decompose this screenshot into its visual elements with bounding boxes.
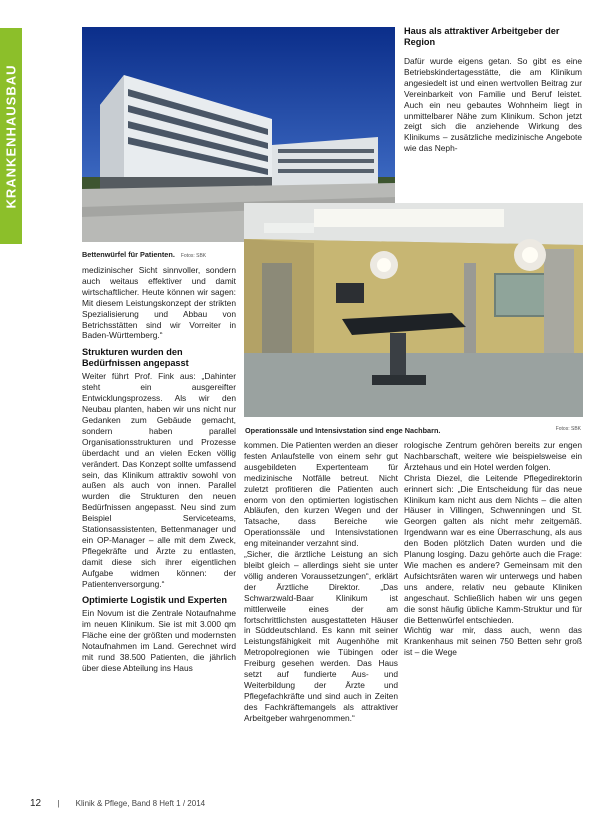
page-number: 12 [30, 798, 42, 809]
footer-divider: | [57, 799, 60, 808]
caption-text: Bettenwürfel für Patienten. [82, 250, 175, 259]
section-heading: Optimierte Logistik und Experten [82, 595, 227, 606]
operating-room-photo [244, 203, 583, 417]
page-footer [30, 798, 205, 809]
column-1 [82, 265, 236, 674]
paragraph: medizinischer Sicht sinnvoller, sondern auch weitaus effektiver und damit wirtschaftlicher. Heute können wir sagen: Mit diesem Leistungskonzept der strikten Spezialisierung und Abbau von Betrichsstätten sind wir Vorreiter in Baden-Württemberg.“ [82, 265, 236, 341]
section-sidebar [0, 28, 22, 244]
photo-credit: Fotos: SBK [555, 426, 581, 432]
paragraph: Weiter führt Prof. Fink aus: „Dahinter steht ein ausgereifter Entwicklungsprozess. Als wir den Neubau planten, haben wir uns nicht nur Gedanken zum Gebäude gemacht, sondern haben parallel Organisationsstrukturen und Prozesse überdacht und an vielen Ecken völlig verändert. Das Konzept sollte umfassend sein, das Klinikum attraktiv sowohl von außen als auch von innen. Parallel wurden die Strukturen den neuen Bedürfnissen angepasst. Neu sind zum Beispiel Serviceteams, Stationsassistenten, Bettenmanager und ein OP-Manager – alle mit dem Zweck, Pflegekräfte und Ärzte zu entlasten, damit diese sich ihrer eigentlichen Aufgabe widmen können: der Patientenversorgung.“ [82, 371, 236, 589]
paragraph: Dafür wurde eigens getan. So gibt es eine Betriebskindertagesstätte, die am Klinikum angesiedelt ist und einen wertvollen Beitrag zur Vereinbarkeit von Familie und Beruf leistet. Auch ein neu gebautes Wohnheim liegt in unmittelbarer Nähe zum Klinikum. Schon jetzt zeigt sich die anziehende Wirkung des Klinikums – zusätzliche medizinische Angebote wie das Neph- [404, 56, 582, 154]
paragraph: rologische Zentrum gehören bereits zur engen Nachbarschaft, weitere wie beispielsweise ein Ärztehaus und ein Hotel werden folgen. [404, 440, 582, 472]
paragraph: Christa Diezel, die Leitende Pflegedirektorin erinnert sich: „Die Entscheidung für das neue Klinikum kam nicht aus dem Nichts – die alten Häuser in Villingen, Schwenningen und St. Georgen galten als nicht mehr zeitgemäß. Irgendwann war es eine Überraschung, als aus den Boden plötzlich Daten wurden und die Planung losging. Dazu gehörte auch die Frage: Wie machen es andere? Gemeinsam mit den Aufsichtsräten waren wir unterwegs und haben uns andere, relativ neu gebaute Kliniken angeschaut. Schließlich haben wir uns gegen die sonst häufig übliche Kamm-Struktur und für die Bettenwürfel entschieden. [404, 472, 582, 625]
paragraph: „Sicher, die ärztliche Leistung an sich bleibt gleich – allerdings sieht sie unter völlig anderen Voraussetzungen“, erklärt der Ärztliche Direktor. „Das Schwarzwald-Baar Klinikum ist mittlerweile eines der am fortschrittlichsten ausgestatteten Häuser in Süddeutschland. Es kann mit seiner Leistungsfähigkeit mit Augenhöhe mit Metropolregionen wie Tübingen oder Freiburg gesehen werden. Das Haus setzt auf fundierte Aus- und Weiterbildung der Ärzte und Pflegefachkräfte und sind auch in Zeiten des Fachkräftemangels als attraktiver Arbeitgeber wahrgenommen.“ [244, 549, 398, 723]
paragraph: kommen. Die Patienten werden an dieser festen Anlaufstelle von einem sehr gut ausgebildeten Expertenteam für medizinische Notfälle betreut. Nicht zuletzt profitieren die Patienten auch enorm von den optimierten logistischen Abläufen, den kurzen Wegen und der Tatsache, dass Bereiche wie Operationssäle und Intensivstationen eng miteinander verzahnt sind. [244, 440, 398, 549]
top-right-column [404, 26, 582, 154]
section-heading: Haus als attraktiver Arbeitgeber der Region [404, 26, 560, 47]
caption-text: Operationssäle und Intensivstation sind enge Nachbarn. [245, 426, 441, 435]
paragraph: Wichtig war mir, dass auch, wenn das Krankenhaus mit seinen 750 Betten sehr groß ist – die Wege [404, 625, 582, 658]
publication-info: Klinik & Pflege, Band 8 Heft 1 / 2014 [75, 799, 206, 808]
section-heading: Strukturen wurden den Bedürfnissen angepasst [82, 347, 189, 369]
column-2 [244, 440, 398, 724]
photo-caption [245, 426, 581, 435]
photo-caption [82, 250, 242, 259]
column-3 [404, 440, 582, 658]
photo-credit: Fotos: SBK [180, 253, 207, 259]
paragraph: Ein Novum ist die Zentrale Notaufnahme im neuen Klinikum. Sie ist mit 3.000 qm Fläche eine der größten und modernsten Notaufnahmen im Land. Gerechnet wird mit rund 38.500 Patienten, die jährlich über diese Abteilung ins Haus [82, 608, 236, 673]
section-label: KRANKENHAUSBAU [3, 64, 19, 208]
